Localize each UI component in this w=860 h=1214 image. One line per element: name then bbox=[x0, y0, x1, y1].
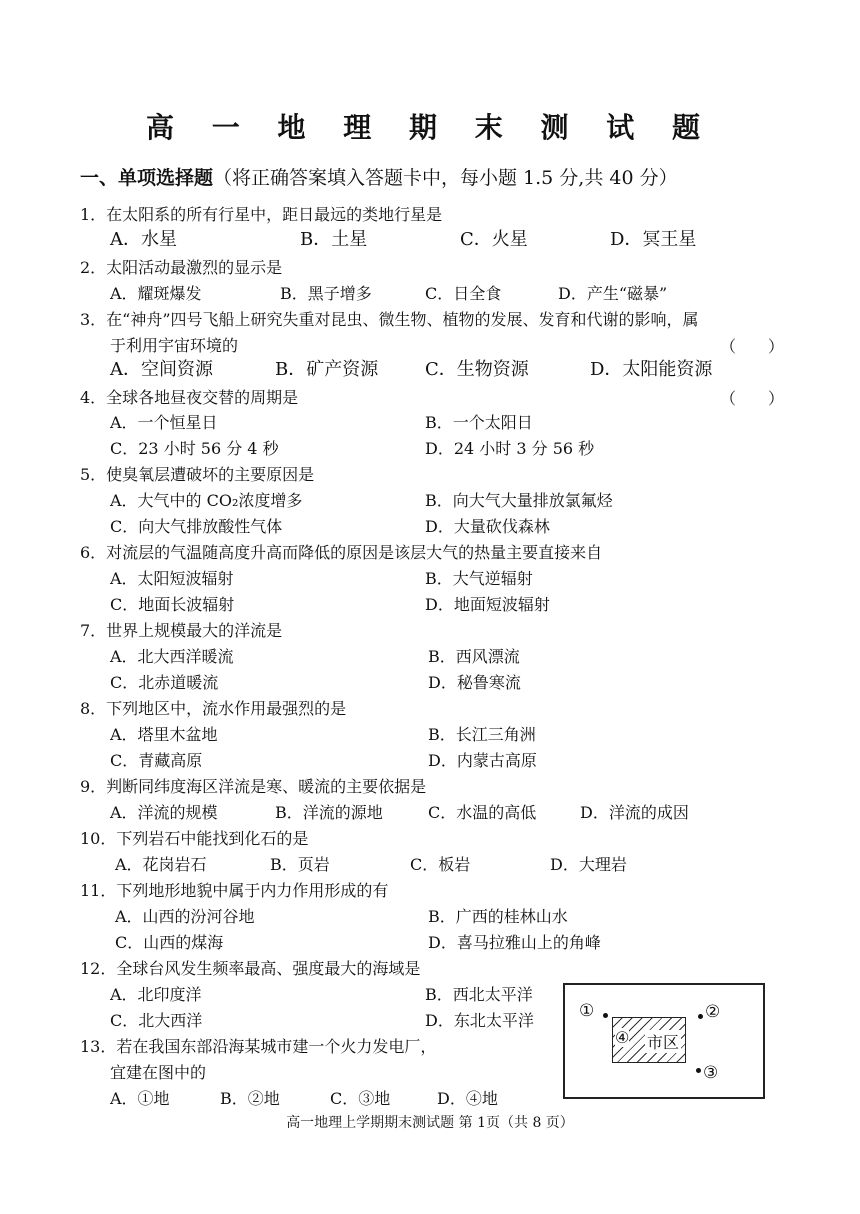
q3-option-b: B．矿产资源 bbox=[275, 359, 379, 380]
q9-option-b: B．洋流的源地 bbox=[275, 803, 383, 822]
marker-2-label: ② bbox=[705, 1002, 721, 1022]
q7-option-b: B．西风漂流 bbox=[428, 647, 520, 666]
q3-answer-paren: （ ） bbox=[720, 337, 785, 356]
marker-3-dot bbox=[696, 1068, 701, 1073]
q10-option-d: D．大理岩 bbox=[550, 855, 627, 874]
q11-option-c: C．山西的煤海 bbox=[115, 933, 224, 952]
q13-option-d: D．④地 bbox=[437, 1089, 498, 1108]
city-location-map bbox=[563, 983, 765, 1099]
q2-option-a: A．耀斑爆发 bbox=[110, 284, 202, 303]
q6-option-b: B．大气逆辐射 bbox=[425, 569, 533, 588]
q8-option-b: B．长江三角洲 bbox=[428, 725, 536, 744]
question-10-stem: 10．下列岩石中能找到化石的是 bbox=[80, 829, 309, 848]
section-title: 一、单项选择题 bbox=[80, 167, 214, 189]
q4-option-c: C．23 小时 56 分 4 秒 bbox=[110, 439, 279, 458]
section-note: （将正确答案填入答题卡中，每小题 1.5 分,共 40 分） bbox=[213, 167, 678, 189]
question-11-stem: 11．下列地形地貌中属于内力作用形成的有 bbox=[80, 881, 389, 900]
question-13-stem-cont: 宜建在图中的 bbox=[110, 1063, 207, 1082]
marker-2-dot bbox=[698, 1014, 703, 1019]
q3-option-d: D．太阳能资源 bbox=[590, 359, 713, 380]
q5-option-a: A．大气中的 CO₂浓度增多 bbox=[110, 491, 303, 510]
q9-option-d: D．洋流的成因 bbox=[580, 803, 689, 822]
q1-option-b: B．土星 bbox=[300, 229, 368, 250]
question-2-stem: 2．太阳活动最激烈的显示是 bbox=[80, 258, 283, 277]
city-label: 市区 bbox=[645, 1030, 681, 1053]
marker-1-dot bbox=[603, 1013, 608, 1018]
question-3-stem-cont: 于利用宇宙环境的 bbox=[110, 336, 239, 355]
q13-option-c: C．③地 bbox=[330, 1089, 391, 1108]
q2-option-d: D．产生“磁暴” bbox=[558, 284, 668, 303]
q4-option-b: B．一个太阳日 bbox=[425, 413, 533, 432]
q10-option-c: C．板岩 bbox=[410, 855, 471, 874]
q7-option-a: A．北大西洋暖流 bbox=[110, 647, 234, 666]
q10-option-a: A．花岗岩石 bbox=[115, 855, 207, 874]
question-13-stem: 13．若在我国东部沿海某城市建一个火力发电厂， bbox=[80, 1037, 437, 1056]
q4-option-d: D．24 小时 3 分 56 秒 bbox=[425, 439, 595, 458]
q7-option-d: D．秘鲁寒流 bbox=[428, 673, 521, 692]
question-7-stem: 7．世界上规模最大的洋流是 bbox=[80, 621, 283, 640]
q11-option-b: B．广西的桂林山水 bbox=[428, 907, 568, 926]
q4-answer-paren: （ ） bbox=[720, 389, 785, 408]
q3-option-a: A．空间资源 bbox=[110, 359, 213, 380]
q1-option-c: C．火星 bbox=[460, 229, 528, 250]
q10-option-b: B．页岩 bbox=[270, 855, 330, 874]
q1-option-d: D．冥王星 bbox=[610, 229, 697, 250]
q5-option-c: C．向大气排放酸性气体 bbox=[110, 517, 283, 536]
page-footer: 高一地理上学期期末测试题 第 1页（共 8 页） bbox=[286, 1115, 574, 1131]
q5-option-b: B．向大气大量排放氯氟烃 bbox=[425, 491, 613, 510]
q11-option-a: A．山西的汾河谷地 bbox=[115, 907, 255, 926]
q1-option-a: A．水星 bbox=[110, 229, 177, 250]
q7-option-c: C．北赤道暖流 bbox=[110, 673, 219, 692]
q8-option-a: A．塔里木盆地 bbox=[110, 725, 218, 744]
city-district bbox=[612, 1017, 686, 1063]
q6-option-d: D．地面短波辐射 bbox=[425, 595, 550, 614]
q8-option-d: D．内蒙古高原 bbox=[428, 751, 537, 770]
marker-3-label: ③ bbox=[703, 1063, 719, 1083]
question-4-stem: 4．全球各地昼夜交替的周期是 bbox=[80, 388, 299, 407]
q12-option-a: A．北印度洋 bbox=[110, 985, 202, 1004]
marker-4-label: ④ bbox=[615, 1028, 630, 1047]
q13-option-a: A．①地 bbox=[110, 1089, 170, 1108]
q5-option-d: D．大量砍伐森林 bbox=[425, 517, 550, 536]
question-12-stem: 12．全球台风发生频率最高、强度最大的海域是 bbox=[80, 959, 421, 978]
q12-option-b: B．西北太平洋 bbox=[425, 985, 533, 1004]
marker-1-label: ① bbox=[579, 1001, 595, 1021]
q9-option-c: C．水温的高低 bbox=[428, 803, 537, 822]
q6-option-a: A．太阳短波辐射 bbox=[110, 569, 234, 588]
q3-option-c: C．生物资源 bbox=[425, 359, 529, 380]
q12-option-c: C．北大西洋 bbox=[110, 1011, 203, 1030]
q13-option-b: B．②地 bbox=[220, 1089, 280, 1108]
q2-option-c: C．日全食 bbox=[425, 284, 502, 303]
q8-option-c: C．青藏高原 bbox=[110, 751, 203, 770]
q2-option-b: B．黑子增多 bbox=[280, 284, 372, 303]
question-9-stem: 9．判断同纬度海区洋流是寒、暖流的主要依据是 bbox=[80, 777, 427, 796]
question-6-stem: 6．对流层的气温随高度升高而降低的原因是该层大气的热量主要直接来自 bbox=[80, 543, 603, 562]
question-1-stem: 1．在太阳系的所有行星中，距日最远的类地行星是 bbox=[80, 205, 443, 224]
q4-option-a: A．一个恒星日 bbox=[110, 413, 218, 432]
question-3-stem: 3．在“神舟”四号飞船上研究失重对昆虫、微生物、植物的发展、发育和代谢的影响，属 bbox=[80, 310, 699, 329]
question-8-stem: 8．下列地区中，流水作用最强烈的是 bbox=[80, 699, 347, 718]
question-5-stem: 5．使臭氧层遭破坏的主要原因是 bbox=[80, 465, 315, 484]
q12-option-d: D．东北太平洋 bbox=[425, 1011, 534, 1030]
section-heading bbox=[80, 163, 678, 190]
q6-option-c: C．地面长波辐射 bbox=[110, 595, 235, 614]
page-title: 高 一 地 理 期 末 测 试 题 bbox=[146, 111, 714, 144]
q11-option-d: D．喜马拉雅山上的角峰 bbox=[428, 933, 601, 952]
q9-option-a: A．洋流的规模 bbox=[110, 803, 218, 822]
